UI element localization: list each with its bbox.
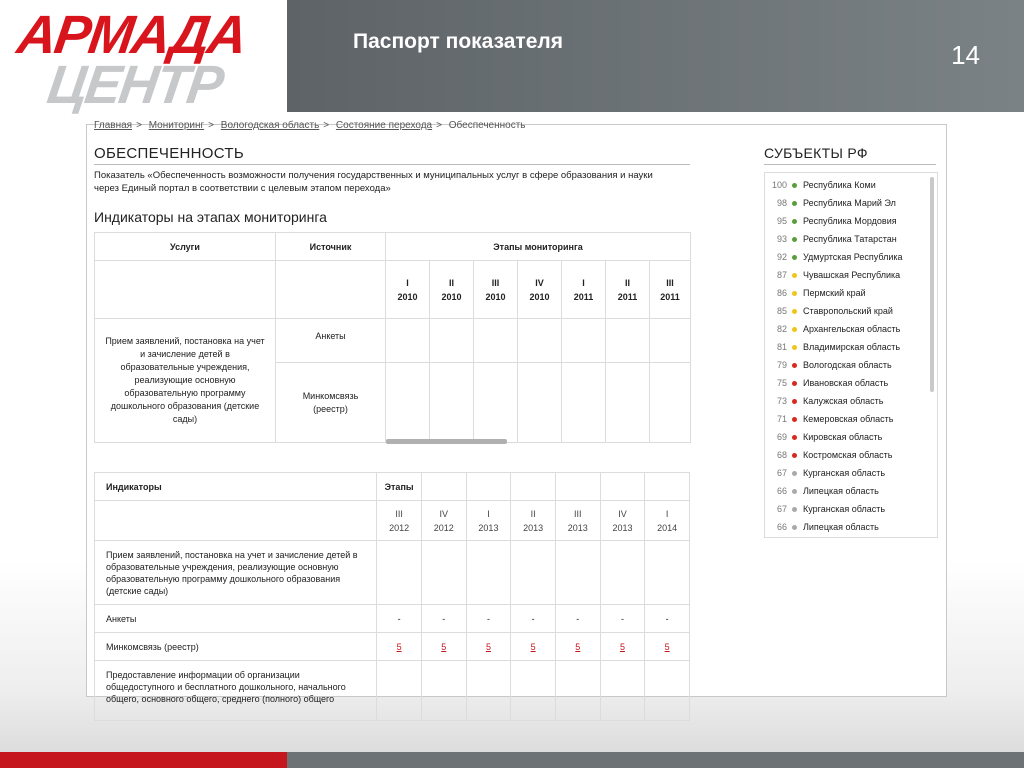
logo-text-centr: ЦЕНТР (43, 55, 226, 115)
status-dot-icon (792, 453, 797, 458)
region-item[interactable] (765, 302, 925, 320)
period-header (466, 501, 511, 541)
period-quarter: IV (439, 508, 449, 519)
region-item[interactable] (765, 356, 925, 374)
region-score: 71 (776, 414, 787, 424)
region-name: Республика Татарстан (803, 234, 897, 244)
slide-number: 14 (951, 40, 980, 70)
region-name: Костромская область (803, 450, 893, 460)
region-name: Республика Марий Эл (803, 198, 896, 208)
region-item[interactable] (765, 194, 925, 212)
region-name: Республика Коми (803, 180, 876, 190)
period-year: 2011 (573, 291, 594, 302)
region-name: Чувашская Республика (803, 270, 901, 280)
period-quarter: II (624, 277, 630, 288)
regions-divider (764, 164, 936, 165)
period-quarter: III (395, 508, 403, 519)
period-quarter: IV (535, 277, 544, 288)
region-item[interactable] (765, 482, 925, 500)
region-name: Архангельская область (803, 324, 901, 334)
region-score: 69 (776, 432, 787, 442)
status-dot-icon (792, 489, 797, 494)
period-header (421, 501, 466, 541)
value-link[interactable]: 5 (575, 641, 581, 652)
period-quarter: III (666, 277, 674, 288)
slide-title: Паспорт показателя (353, 30, 563, 53)
empty-cell (95, 261, 276, 319)
region-item[interactable] (765, 284, 925, 302)
period-header (555, 501, 600, 541)
region-score: 73 (776, 396, 787, 406)
header-indicators: Индикаторы (95, 473, 377, 501)
region-score: 95 (776, 216, 787, 226)
period-quarter: IV (618, 508, 627, 519)
footer-bar-gray (287, 752, 1024, 768)
region-name: Курганская область (803, 504, 886, 514)
value-cell: - (600, 605, 645, 633)
status-dot-icon (792, 237, 797, 242)
value-cell: - (421, 605, 466, 633)
period-quarter: III (574, 508, 582, 519)
period-year: 2014 (657, 522, 678, 533)
region-item[interactable] (765, 500, 925, 518)
section-title: Индикаторы на этапах мониторинга (94, 209, 327, 225)
region-item[interactable] (765, 176, 925, 194)
region-name: Липецкая область (803, 522, 879, 532)
region-item[interactable] (765, 248, 925, 266)
monitoring-table-2010 (94, 232, 691, 443)
status-dot-icon (792, 417, 797, 422)
header-services: Услуги (95, 233, 276, 261)
period-year: 2013 (612, 522, 633, 533)
empty-cell (95, 501, 377, 541)
period-quarter: I (665, 508, 669, 519)
region-name: Республика Мордовия (803, 216, 897, 226)
status-dot-icon (792, 507, 797, 512)
breadcrumb-home[interactable]: Главная (94, 120, 133, 131)
status-dot-icon (792, 327, 797, 332)
region-score: 87 (776, 270, 787, 280)
region-score: 67 (776, 468, 787, 478)
period-quarter: I (487, 508, 490, 519)
region-item[interactable] (765, 392, 925, 410)
period-header (386, 261, 430, 319)
region-score: 85 (776, 306, 787, 316)
region-item[interactable] (765, 446, 925, 464)
region-name: Ставропольский край (803, 306, 893, 316)
region-item[interactable] (765, 374, 925, 392)
value-cell: - (377, 605, 422, 633)
service-name-next: Предоставление информации об организации общедоступного и бесплатного дошкольного, начального общего, основного общего, среднего (полного) общего (95, 661, 377, 721)
region-item[interactable] (765, 320, 925, 338)
period-year: 2010 (397, 291, 418, 302)
value-cell (645, 633, 690, 661)
value-link[interactable]: 5 (396, 641, 402, 652)
slide-header (287, 0, 1024, 112)
period-year: 2010 (529, 291, 550, 302)
region-score: 82 (776, 324, 787, 334)
source-ankety: Анкеты (276, 319, 386, 363)
period-header (606, 261, 650, 319)
status-dot-icon (792, 201, 797, 206)
page-title: ОБЕСПЕЧЕННОСТЬ (94, 145, 245, 162)
region-score: 92 (776, 252, 787, 262)
status-dot-icon (792, 309, 797, 314)
region-item[interactable] (765, 518, 925, 536)
breadcrumb: Главная > Мониторинг > Вологодская область > Состояние перехода > Обеспеченность (94, 120, 526, 131)
value-cell (377, 633, 422, 661)
region-score: 86 (776, 288, 787, 298)
status-dot-icon (792, 219, 797, 224)
value-link[interactable]: 5 (619, 641, 625, 652)
armada-logo (0, 0, 287, 115)
status-dot-icon (792, 399, 797, 404)
status-dot-icon (792, 345, 797, 350)
value-cell: - (555, 605, 600, 633)
period-quarter: III (491, 277, 500, 288)
period-year: 2010 (441, 291, 462, 302)
value-cell (555, 633, 600, 661)
row-label-ankety: Анкеты (95, 605, 377, 633)
region-score: 66 (776, 522, 787, 532)
region-name: Пермский край (803, 288, 866, 298)
region-item[interactable] (765, 230, 925, 248)
period-quarter: I (406, 277, 409, 288)
period-header (562, 261, 606, 319)
period-year: 2013 (523, 522, 544, 533)
regions-scrollbar[interactable] (930, 177, 934, 392)
value-link[interactable]: 5 (441, 641, 447, 652)
header-stages: Этапы мониторинга (386, 233, 691, 261)
value-cell: - (466, 605, 511, 633)
service-name: Прием заявлений, постановка на учет и зачисление детей в образовательные учреждения, реализующие основную образовательную программу дошкольного образования (детские сады) (95, 319, 276, 443)
period-year: 2010 (485, 291, 506, 302)
status-dot-icon (792, 381, 797, 386)
region-score: 93 (776, 234, 787, 244)
region-item[interactable] (765, 338, 925, 356)
region-name: Ивановская область (803, 378, 889, 388)
value-cell: - (511, 605, 556, 633)
horizontal-scrollbar[interactable] (386, 439, 507, 444)
period-header (600, 501, 645, 541)
period-year: 2011 (617, 291, 638, 302)
status-dot-icon (792, 363, 797, 368)
region-item[interactable] (765, 410, 925, 428)
period-year: 2013 (567, 522, 588, 533)
breadcrumb-region[interactable]: Вологодская область (220, 120, 320, 131)
period-quarter: I (582, 277, 585, 288)
value-link[interactable]: 5 (664, 641, 670, 652)
header-stages: Этапы (377, 473, 422, 501)
period-header (474, 261, 518, 319)
region-name: Владимирская область (803, 342, 901, 352)
header-source: Источник (276, 233, 386, 261)
status-dot-icon (792, 273, 797, 278)
region-score: 66 (776, 486, 787, 496)
period-quarter: II (530, 508, 536, 519)
period-header (645, 501, 690, 541)
status-dot-icon (792, 291, 797, 296)
breadcrumb-transition[interactable]: Состояние перехода (335, 120, 433, 131)
region-name: Вологодская область (803, 360, 892, 370)
region-item[interactable] (765, 428, 925, 446)
indicator-description: Показатель «Обеспеченность возможности получения государственных и муниципальных услуг в сфере образования и науки через Единый портал в соответствии с целевым этапом перехода» (94, 170, 653, 194)
status-dot-icon (792, 435, 797, 440)
period-year: 2012 (389, 522, 410, 533)
breadcrumb-monitoring[interactable]: Мониторинг (148, 120, 205, 131)
period-header (518, 261, 562, 319)
value-link[interactable]: 5 (530, 641, 536, 652)
value-cell (511, 633, 556, 661)
value-link[interactable]: 5 (485, 641, 491, 652)
value-cell (421, 633, 466, 661)
title-divider (94, 164, 690, 165)
value-cell (466, 633, 511, 661)
region-name: Кемеровская область (803, 414, 894, 424)
region-item[interactable] (765, 212, 925, 230)
region-name: Липецкая область (803, 486, 879, 496)
status-dot-icon (792, 183, 797, 188)
status-dot-icon (792, 471, 797, 476)
region-item[interactable] (765, 464, 925, 482)
region-name: Калужская область (803, 396, 884, 406)
footer-bar-red (0, 752, 287, 768)
period-header (650, 261, 691, 319)
logo-text-armada: АРМАДА (13, 5, 250, 65)
region-item[interactable] (765, 266, 925, 284)
region-name: Кировская область (803, 432, 883, 442)
region-score: 68 (776, 450, 787, 460)
period-year: 2013 (478, 522, 499, 533)
period-year: 2011 (660, 291, 680, 302)
source-minkomsvyaz: Минкомсвязь (реестр) (276, 363, 386, 443)
status-dot-icon (792, 255, 797, 260)
period-quarter: II (448, 277, 454, 288)
regions-list (764, 172, 938, 538)
monitoring-page (86, 120, 947, 704)
period-header (377, 501, 422, 541)
region-name: Удмуртская Республика (803, 252, 903, 262)
region-score: 100 (771, 180, 787, 190)
region-score: 75 (776, 378, 787, 388)
status-dot-icon (792, 525, 797, 530)
period-header (430, 261, 474, 319)
region-score: 67 (776, 504, 787, 514)
region-score: 98 (776, 198, 787, 208)
service-name: Прием заявлений, постановка на учет и зачисление детей в образовательные учреждения, реализующие основную образовательную программу дошкольного образования (детские сады) (95, 541, 377, 605)
empty-cell (276, 261, 386, 319)
region-score: 81 (776, 342, 787, 352)
region-score: 79 (776, 360, 787, 370)
value-cell (600, 633, 645, 661)
indicators-table-2012 (94, 472, 690, 721)
period-year: 2012 (433, 522, 454, 533)
regions-title: СУБЪЕКТЫ РФ (764, 145, 868, 161)
row-label-minkomsvyaz: Минкомсвязь (реестр) (95, 633, 377, 661)
period-header (511, 501, 556, 541)
value-cell: - (645, 605, 690, 633)
region-name: Курганская область (803, 468, 886, 478)
breadcrumb-current: Обеспеченность (448, 120, 526, 131)
